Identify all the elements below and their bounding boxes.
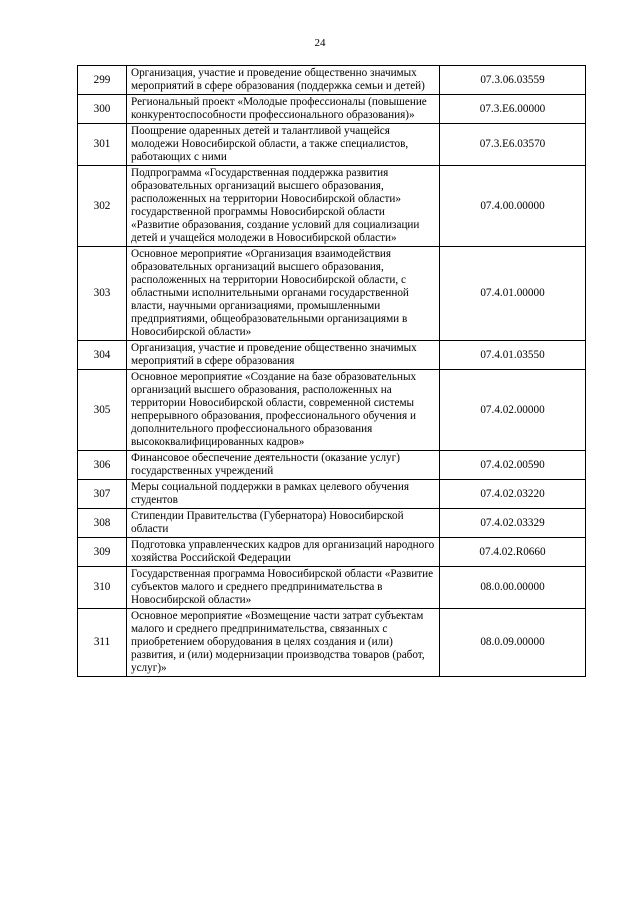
table-row bbox=[78, 95, 586, 124]
row-name: Стипендии Правительства (Губернатора) Новосибирской области bbox=[127, 509, 440, 538]
row-name: Меры социальной поддержки в рамках целевого обучения студентов bbox=[127, 480, 440, 509]
row-number: 304 bbox=[78, 341, 127, 370]
table-row bbox=[78, 480, 586, 509]
row-name: Государственная программа Новосибирской области «Развитие субъектов малого и среднего предпринимательства в Новосибирской области» bbox=[127, 567, 440, 609]
page-number: 24 bbox=[314, 37, 326, 49]
table-row bbox=[78, 124, 586, 166]
row-number: 303 bbox=[78, 247, 127, 341]
row-code: 08.0.00.00000 bbox=[440, 567, 586, 609]
row-number: 301 bbox=[78, 124, 127, 166]
table-row bbox=[78, 66, 586, 95]
row-number: 310 bbox=[78, 567, 127, 609]
row-name: Подготовка управленческих кадров для организаций народного хозяйства Российской Федерации bbox=[127, 538, 440, 567]
row-code: 07.4.02.00590 bbox=[440, 451, 586, 480]
row-name: Основное мероприятие «Организация взаимодействия образовательных организаций высшего образования, расположенных на территории Новосибирской области, с областными исполнительными органами государственной власти, научными организациями, промышленными предприятиями, общеобразовательными организациями в Новосибирской области» bbox=[127, 247, 440, 341]
table-row bbox=[78, 166, 586, 247]
row-code: 07.4.02.03220 bbox=[440, 480, 586, 509]
row-code: 07.4.01.03550 bbox=[440, 341, 586, 370]
row-name: Организация, участие и проведение общественно значимых мероприятий в сфере образования bbox=[127, 341, 440, 370]
row-code: 07.3.Е6.00000 bbox=[440, 95, 586, 124]
row-name: Основное мероприятие «Создание на базе образовательных организаций высшего образования, расположенных на территории Новосибирской области, современной системы непрерывного образования, профессионального обучения и дополнительного профессионального образования высококвалифицированных кадров» bbox=[127, 370, 440, 451]
table-row bbox=[78, 538, 586, 567]
row-code: 07.4.00.00000 bbox=[440, 166, 586, 247]
row-code: 08.0.09.00000 bbox=[440, 609, 586, 677]
table-row bbox=[78, 370, 586, 451]
row-number: 306 bbox=[78, 451, 127, 480]
row-number: 309 bbox=[78, 538, 127, 567]
budget-classification-table bbox=[77, 65, 586, 677]
row-number: 307 bbox=[78, 480, 127, 509]
row-code: 07.4.02.R0660 bbox=[440, 538, 586, 567]
row-code: 07.4.01.00000 bbox=[440, 247, 586, 341]
table-row bbox=[78, 451, 586, 480]
table-row bbox=[78, 341, 586, 370]
row-number: 302 bbox=[78, 166, 127, 247]
row-name: Основное мероприятие «Возмещение части затрат субъектам малого и среднего предпринимательства, связанных с приобретением оборудования в целях создания и (или) развития, и (или) модернизации производства товаров (работ, услуг)» bbox=[127, 609, 440, 677]
row-name: Региональный проект «Молодые профессионалы (повышение конкурентоспособности профессионального образования)» bbox=[127, 95, 440, 124]
row-number: 311 bbox=[78, 609, 127, 677]
row-number: 305 bbox=[78, 370, 127, 451]
row-code: 07.3.06.03559 bbox=[440, 66, 586, 95]
row-name: Поощрение одаренных детей и талантливой учащейся молодежи Новосибирской области, а также специалистов, работающих с ними bbox=[127, 124, 440, 166]
row-number: 300 bbox=[78, 95, 127, 124]
row-code: 07.3.Е6.03570 bbox=[440, 124, 586, 166]
table-row bbox=[78, 567, 586, 609]
row-number: 299 bbox=[78, 66, 127, 95]
table-row bbox=[78, 609, 586, 677]
row-name: Подпрограмма «Государственная поддержка развития образовательных организаций высшего образования, расположенных на территории Новосибирской области» государственной программы Новосибирской области «Развитие образования, создание условий для социализации детей и учащейся молодежи в Новосибирской области» bbox=[127, 166, 440, 247]
row-name: Организация, участие и проведение общественно значимых мероприятий в сфере образования (поддержка семьи и детей) bbox=[127, 66, 440, 95]
table-row bbox=[78, 247, 586, 341]
row-number: 308 bbox=[78, 509, 127, 538]
row-code: 07.4.02.03329 bbox=[440, 509, 586, 538]
row-code: 07.4.02.00000 bbox=[440, 370, 586, 451]
table-row bbox=[78, 509, 586, 538]
row-name: Финансовое обеспечение деятельности (оказание услуг) государственных учреждений bbox=[127, 451, 440, 480]
